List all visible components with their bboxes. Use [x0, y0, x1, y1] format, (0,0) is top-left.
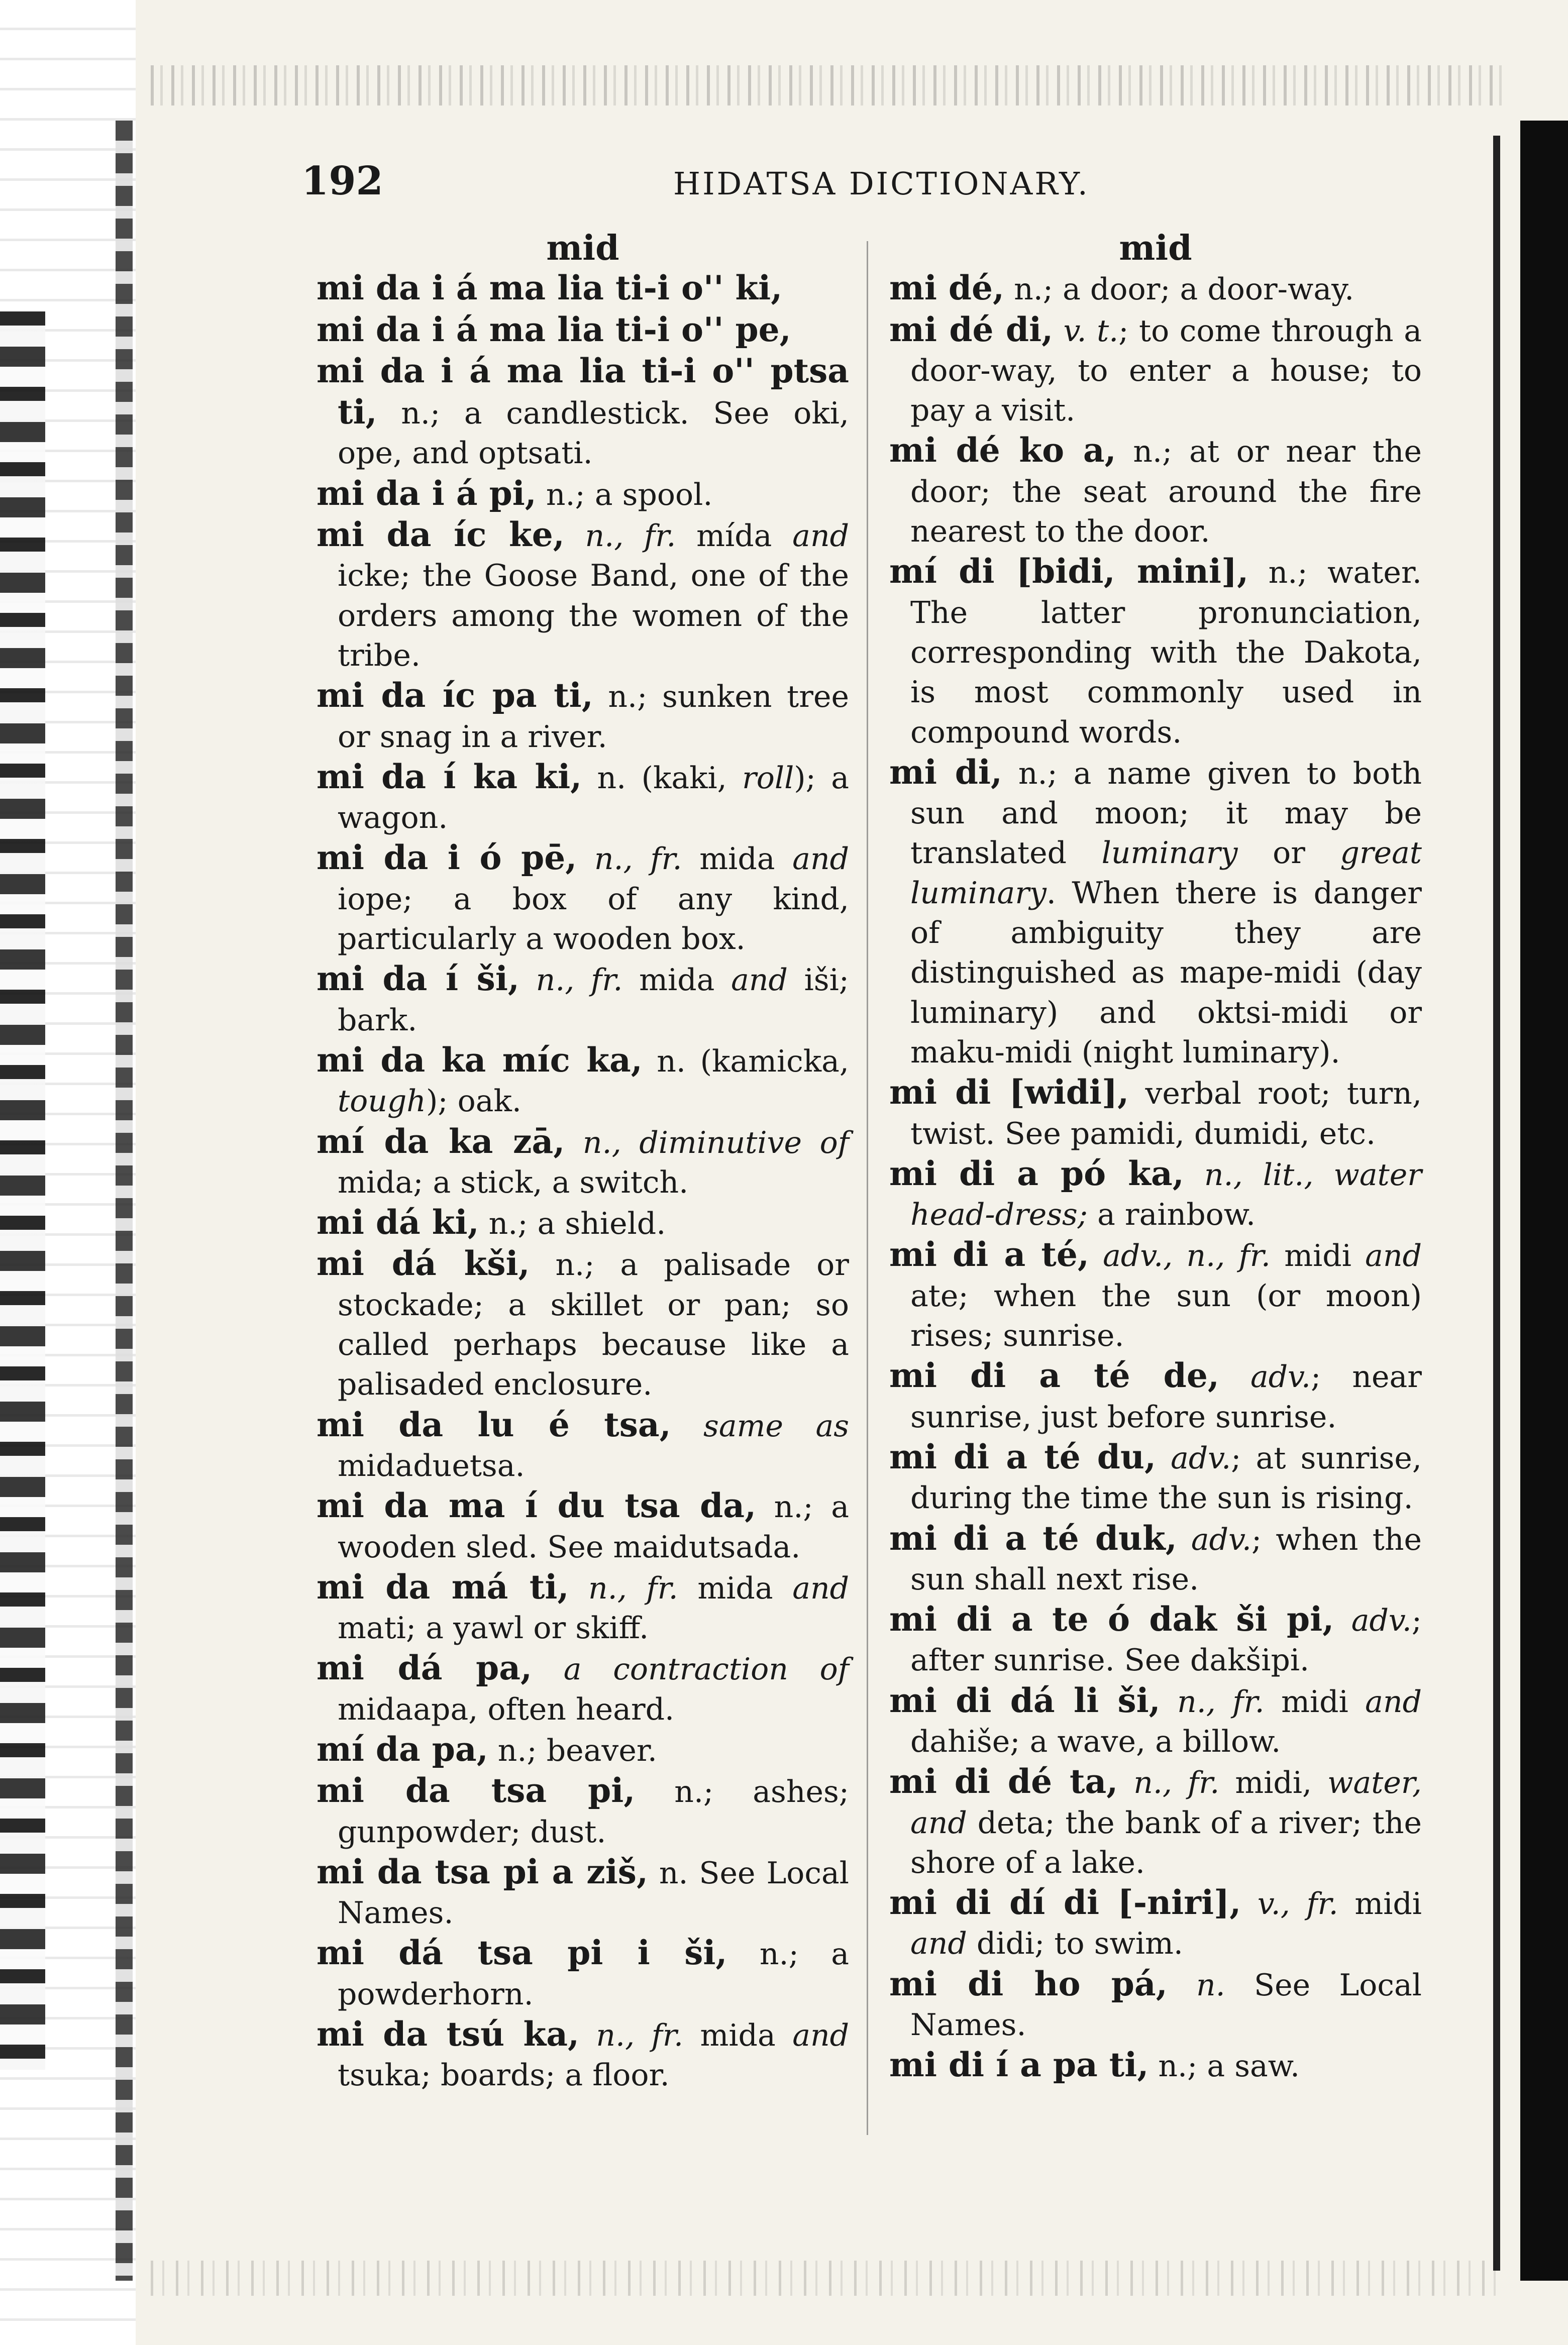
page-number: 192	[301, 158, 383, 204]
grammar-note: adv.	[1177, 1522, 1251, 1557]
grammar-note: adv., n., fr.	[1089, 1238, 1285, 1274]
headword: mi da tsa pi,	[317, 1771, 636, 1810]
grammar-note: n., lit., water head-dress;	[910, 1157, 1422, 1233]
definition-text: n.; a saw.	[1148, 2049, 1300, 2084]
definition-text: midi	[1284, 1238, 1366, 1274]
definition-text: midaduetsa.	[338, 1448, 525, 1483]
grammar-note: n., fr.	[1118, 1765, 1235, 1801]
headword: mi da ka míc ka,	[317, 1040, 643, 1080]
dictionary-entry	[317, 2014, 849, 2096]
definition-text: n.; a door; a door-way.	[1004, 272, 1354, 307]
dictionary-entry	[317, 1122, 849, 1203]
definition-text: n.; a wooden sled. See maidutsada.	[338, 1489, 849, 1565]
grammar-note: adv.	[1156, 1440, 1231, 1476]
definition-text: n.; a candlestick. See oki, ope, and optsati.	[338, 396, 849, 471]
grammar-note: water, and	[910, 1765, 1422, 1841]
definition-text: See Local Names.	[910, 1967, 1422, 2043]
grammar-note: and	[1365, 1684, 1422, 1720]
headword: mi da má ti,	[317, 1567, 569, 1607]
definition-text: a rainbow.	[1088, 1197, 1256, 1233]
headword: mi dá ki,	[317, 1203, 479, 1242]
headword: mi da i ó pē,	[317, 838, 577, 878]
dictionary-entry	[317, 1486, 849, 1567]
dictionary-entry	[889, 268, 1422, 309]
dictionary-entry	[889, 1154, 1422, 1235]
definition-text: n.; sunken tree or snag in a river.	[338, 679, 849, 755]
page-header	[0, 158, 1568, 208]
dictionary-entry	[317, 1648, 849, 1730]
definition-text: n.; a name given to both sun and moon; it may be translated	[910, 756, 1422, 871]
grammar-note: n.	[1167, 1967, 1225, 2003]
headword: mi da íc ke,	[317, 515, 565, 555]
headword: mi di a te ó dak ši pi,	[889, 1600, 1334, 1639]
headword: mi dé,	[889, 268, 1005, 308]
grammar-note: v. t.	[1053, 313, 1119, 349]
grammar-note: great luminary	[910, 835, 1422, 911]
dictionary-entry	[317, 1244, 849, 1405]
definition-text: n.; a powderhorn.	[338, 1937, 849, 2012]
dictionary-entry	[889, 310, 1422, 431]
dictionary-entry	[317, 838, 849, 959]
scan-binding-left	[0, 311, 45, 2070]
grammar-note: adv.	[1334, 1603, 1412, 1639]
definition-text: ; when the sun shall next rise.	[910, 1522, 1422, 1597]
headword: mi da tsú ka,	[317, 2014, 579, 2054]
headword: mí da ka zā,	[317, 1121, 565, 1161]
definition-text: verbal root; turn, twist. See pamidi, dumidi, etc.	[910, 1076, 1422, 1151]
headword: mi di dé ta,	[889, 1762, 1118, 1801]
dictionary-entry	[889, 1519, 1422, 1600]
grammar-note: a contraction of	[532, 1652, 849, 1687]
column-divider	[867, 241, 868, 2135]
headword: mi di ho pá,	[889, 1964, 1168, 2003]
definition-text: n.; a spool.	[536, 477, 713, 512]
headword: mi da lu é tsa,	[317, 1405, 671, 1444]
dictionary-entry	[889, 552, 1422, 752]
headword: mi da i á ma lia ti-i o'' ki,	[317, 268, 783, 308]
headword: mi da tsa pi a ziš,	[317, 1852, 648, 1891]
definition-text: ); oak.	[426, 1084, 521, 1119]
definition-text: midaapa, often heard.	[338, 1691, 675, 1727]
guide-word: mid	[546, 228, 619, 268]
headword: mi di,	[889, 752, 1002, 792]
entry-list	[889, 268, 1422, 2086]
definition-text: mati; a yawl or skiff.	[338, 1611, 649, 1646]
grammar-note: and	[731, 963, 788, 998]
definition-text: ; at sunrise, during the time the sun is rising.	[910, 1440, 1422, 1516]
grammar-note: n., fr.	[564, 518, 697, 554]
grammar-note: n., fr.	[579, 2018, 700, 2054]
scan-edge-right-inner	[1493, 136, 1500, 2271]
dictionary-entry	[317, 1040, 849, 1122]
grammar-note: and	[910, 1926, 967, 1962]
scan-edge-right	[1520, 121, 1568, 2281]
definition-text: or	[1237, 835, 1340, 871]
definition-text: iši; bark.	[338, 963, 849, 1038]
headword: mi di [widi],	[889, 1073, 1129, 1112]
dictionary-entry	[317, 959, 849, 1040]
headword: mi da íc pa ti,	[317, 676, 593, 715]
headword: mi da ma í du tsa da,	[317, 1486, 757, 1526]
definition-text: mida	[639, 963, 731, 998]
grammar-note: and	[792, 841, 849, 877]
headword: mi dá kši,	[317, 1244, 530, 1284]
dictionary-entry	[317, 1730, 849, 1771]
definition-text: n.; at or near the door; the seat around the fire nearest to the door.	[910, 434, 1422, 550]
dictionary-entry	[889, 1762, 1422, 1883]
guide-word: mid	[1119, 228, 1192, 268]
dictionary-entry	[317, 676, 849, 757]
dictionary-entry	[317, 1852, 849, 1934]
headword: mi dé ko a,	[889, 431, 1116, 470]
grammar-note: n., fr.	[1160, 1684, 1282, 1720]
grammar-note: v., fr.	[1241, 1886, 1355, 1922]
dictionary-entry	[317, 1405, 849, 1486]
grammar-note: and	[1365, 1238, 1422, 1274]
definition-text: mida	[699, 841, 793, 877]
headword: mi da i á ma lia ti-i o'' ptsa ti,	[317, 351, 849, 432]
headword: mi di a té,	[889, 1235, 1089, 1274]
grammar-note: and	[792, 1570, 850, 1606]
dictionary-entry	[317, 1771, 849, 1852]
definition-text: ; to come through a door-way, to enter a house; to pay a visit.	[910, 313, 1422, 429]
dictionary-entry	[317, 351, 849, 474]
headword: mí da pa,	[317, 1729, 488, 1769]
dictionary-entry	[889, 1964, 1422, 2046]
headword: mi di a té du,	[889, 1437, 1156, 1476]
headword: mi dá pa,	[317, 1648, 533, 1688]
headword: mi da í ši,	[317, 959, 519, 999]
definition-text: n.; a palisade or stockade; a skillet or pan; so called perhaps because like a palisaded enclosure.	[338, 1247, 849, 1403]
scan-noise-top	[151, 65, 1507, 105]
definition-text: n. (kamicka,	[642, 1043, 849, 1079]
entry-list	[317, 268, 849, 2095]
dictionary-entry	[889, 2045, 1422, 2086]
dictionary-entry	[889, 1883, 1422, 1964]
definition-text: ; after sunrise. See dakšipi.	[910, 1603, 1422, 1678]
definition-text: didi; to swim.	[967, 1926, 1183, 1962]
grammar-note: and	[792, 518, 849, 554]
scan-noise-bottom	[151, 2261, 1507, 2296]
headword: mí di [bidi, mini],	[889, 552, 1249, 591]
definition-text: . When there is danger of ambiguity they are distinguished as mape-midi (day luminary) and oktsi-midi or maku-midi (night luminary).	[910, 875, 1422, 1070]
headword: mi di dá li ši,	[889, 1680, 1161, 1720]
definition-text: mída	[696, 518, 793, 554]
definition-text: n. (kaki,	[582, 760, 743, 796]
dictionary-entry	[317, 474, 849, 515]
grammar-note: n., fr.	[577, 841, 700, 877]
right-column	[889, 229, 1422, 2087]
headword: mi di a té de,	[889, 1356, 1219, 1396]
definition-text: mida	[700, 2018, 793, 2054]
dictionary-entry	[889, 1681, 1422, 1762]
definition-text: midi	[1281, 1684, 1366, 1720]
definition-text: mida; a stick, a switch.	[338, 1164, 689, 1200]
headword: mi dá tsa pi i ši,	[317, 1933, 727, 1973]
dictionary-entry	[889, 1437, 1422, 1519]
definition-text: n.; water. The latter pronunciation, corresponding with the Dakota, is most commonly used in compound words.	[910, 555, 1422, 750]
headword: mi di í a pa ti,	[889, 2045, 1149, 2085]
definition-text: ); a wagon.	[338, 760, 850, 836]
definition-text: n.; beaver.	[488, 1733, 657, 1768]
dictionary-entry	[889, 753, 1422, 1073]
headword: mi di a pó ka,	[889, 1153, 1184, 1193]
dictionary-entry	[317, 515, 849, 676]
definition-text: ; near sunrise, just before sunrise.	[910, 1359, 1422, 1435]
headword: mi da i á ma lia ti-i o'' pe,	[317, 309, 791, 349]
headword: mi di dí di [-niri],	[889, 1883, 1241, 1923]
headword: mi da i á pi,	[317, 473, 537, 513]
grammar-note: adv.	[1219, 1359, 1311, 1395]
definition-text: mida	[697, 1570, 793, 1606]
dictionary-entry	[317, 1203, 849, 1244]
dictionary-entry	[317, 268, 849, 309]
dictionary-entry	[889, 1600, 1422, 1681]
headword: mi di a té duk,	[889, 1518, 1177, 1558]
definition-text: n. See Local Names.	[338, 1855, 849, 1931]
running-title: HIDATSA DICTIONARY.	[673, 165, 1090, 202]
dictionary-entry	[889, 431, 1422, 552]
dictionary-entry	[317, 310, 849, 351]
definition-text: ate; when the sun (or moon) rises; sunrise.	[910, 1278, 1422, 1354]
definition-text: deta; the bank of a river; the shore of a lake.	[910, 1805, 1422, 1880]
headword: mi da í ka ki,	[317, 757, 582, 796]
definition-text: tsuka; boards; a floor.	[338, 2058, 670, 2093]
definition-text: n.; ashes; gunpowder; dust.	[338, 1774, 849, 1850]
dictionary-entry	[317, 757, 849, 838]
grammar-note: and	[792, 2018, 850, 2054]
grammar-note: luminary	[1101, 835, 1238, 871]
definition-text: dahiše; a wave, a billow.	[910, 1724, 1281, 1759]
left-column	[317, 229, 849, 2096]
scan-binding-left-inner	[116, 121, 133, 2281]
definition-text: iope; a box of any kind, particularly a wooden box.	[338, 881, 849, 957]
grammar-note: n., fr.	[569, 1570, 698, 1606]
grammar-note: n., fr.	[519, 963, 640, 998]
definition-text: icke; the Goose Band, one of the orders among the women of the tribe.	[338, 558, 849, 673]
grammar-note: roll	[742, 760, 794, 796]
definition-text: midi,	[1235, 1765, 1328, 1801]
dictionary-entry	[317, 1567, 849, 1649]
dictionary-entry	[889, 1073, 1422, 1154]
definition-text: midi	[1354, 1886, 1422, 1922]
dictionary-entry	[889, 1235, 1422, 1356]
grammar-note: same as	[671, 1408, 849, 1444]
grammar-note: n., diminutive of	[565, 1125, 849, 1160]
grammar-note: tough	[338, 1084, 426, 1119]
dictionary-entry	[317, 1933, 849, 2014]
headword: mi dé di,	[889, 309, 1054, 349]
definition-text: n.; a shield.	[479, 1206, 666, 1242]
dictionary-entry	[889, 1356, 1422, 1437]
